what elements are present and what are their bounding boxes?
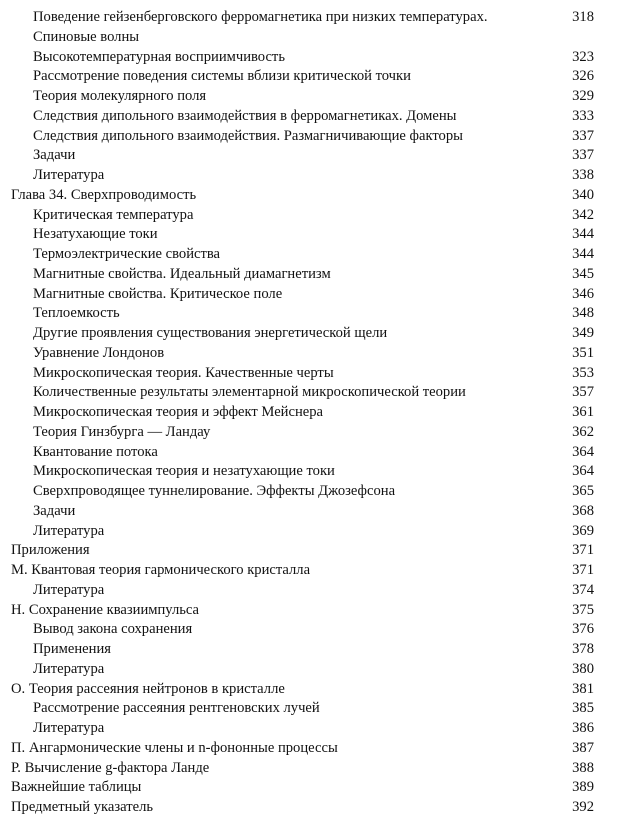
toc-entry: [11, 107, 594, 127]
toc-entry: [11, 620, 594, 640]
toc-entry: [11, 28, 594, 48]
toc-entry: [11, 680, 594, 700]
toc-entry-title: Микроскопическая теория и незатухающие токи: [33, 463, 335, 480]
toc-entry: [11, 423, 594, 443]
toc-entry-page: 376: [572, 621, 594, 638]
toc-entry-page: 323: [572, 48, 594, 65]
toc-entry: [11, 502, 594, 522]
toc-entry-title: Теплоемкость: [33, 305, 120, 322]
toc-entry: [11, 660, 594, 680]
toc-entry-title: Рассмотрение поведения системы вблизи критической точки: [33, 68, 411, 85]
toc-entry-title: Важнейшие таблицы: [11, 779, 142, 796]
toc-entry: [11, 127, 594, 147]
toc-entry-page: 337: [572, 127, 594, 144]
toc-entry: [11, 798, 594, 818]
toc-entry-title: Микроскопическая теория и эффект Мейснера: [33, 404, 324, 420]
toc-entry-page: 346: [572, 285, 594, 302]
toc-entry-title: Литература: [33, 660, 105, 677]
toc-entry: [11, 304, 594, 324]
toc-entry: [11, 206, 594, 226]
toc-entry: [11, 403, 594, 423]
toc-entry-page: 375: [572, 601, 594, 618]
toc-entry-title: Литература: [33, 581, 105, 598]
toc-entry: [11, 462, 594, 482]
toc-entry: [11, 699, 594, 719]
toc-entry-page: 340: [572, 186, 594, 203]
toc-entry-page: 378: [572, 641, 594, 657]
toc-entry-page: 387: [572, 739, 594, 756]
toc-entry: [11, 443, 594, 463]
toc-entry-page: 371: [572, 562, 594, 578]
toc-entry: [11, 482, 594, 502]
toc-entry: [11, 778, 594, 798]
toc-entry-title: Микроскопическая теория. Качественные черты: [33, 364, 334, 381]
toc-entry: [11, 739, 594, 759]
toc-entry-page: 392: [572, 799, 594, 815]
toc-entry-page: 349: [572, 325, 594, 341]
toc-entry-page: 365: [572, 483, 594, 499]
toc-entry-page: 364: [572, 463, 594, 480]
toc-entry-title: Приложения: [11, 542, 90, 559]
toc-entry: [11, 383, 594, 403]
toc-entry: [11, 87, 594, 107]
toc-entry: [11, 265, 594, 285]
toc-entry: [11, 581, 594, 601]
toc-entry: [11, 67, 594, 87]
toc-entry: [11, 541, 594, 561]
toc-entry-title: Другие проявления существования энергетической щели: [33, 325, 388, 341]
toc-entry-title: Незатухающие токи: [33, 226, 158, 243]
toc-entry-page: 348: [572, 305, 594, 322]
toc-entry-title: Уравнение Лондонов: [33, 344, 165, 361]
toc-entry: [11, 225, 594, 245]
toc-entry-title: Задачи: [33, 502, 76, 519]
toc-entry: [11, 561, 594, 581]
toc-entry-page: 381: [572, 680, 594, 697]
toc-entry: [11, 344, 594, 364]
toc-entry-title: Теория молекулярного поля: [33, 88, 207, 104]
toc-entry-page: 388: [572, 759, 594, 776]
toc-entry: [11, 146, 594, 166]
toc-entry-title: Квантование потока: [33, 443, 158, 460]
toc-entry-title: Рассмотрение рассеяния рентгеновских лучей: [33, 700, 320, 717]
toc-entry: [11, 166, 594, 186]
toc-entry-page: 353: [572, 364, 594, 381]
toc-entry-title: М. Квантовая теория гармонического кристалла: [11, 562, 311, 578]
toc-entry-page: 364: [572, 443, 594, 460]
toc-entry-page: 342: [572, 206, 594, 223]
toc-entry-page: 344: [572, 246, 594, 262]
toc-entry: [11, 601, 594, 621]
toc-entry-page: 362: [572, 423, 594, 440]
toc-entry-page: 374: [572, 581, 594, 598]
toc-entry-page: 361: [572, 404, 594, 420]
toc-entry-title: О. Теория рассеяния нейтронов в кристалле: [11, 680, 285, 697]
toc-entry-title: П. Ангармонические члены и n-фононные процессы: [11, 739, 338, 756]
toc-entry-title: Литература: [33, 522, 105, 539]
toc-entry-title: Глава 34. Сверхпроводимость: [11, 186, 197, 203]
toc-entry-title: Следствия дипольного взаимодействия в ферромагнетиках. Домены: [33, 107, 457, 124]
toc-entry-title: Вывод закона сохранения: [33, 621, 193, 638]
toc-entry-page: 338: [572, 167, 594, 183]
toc-entry-title: Н. Сохранение квазиимпульса: [11, 601, 200, 618]
toc-entry-title: Следствия дипольного взаимодействия. Размагничивающие факторы: [33, 127, 463, 144]
toc-entry: [11, 48, 594, 68]
toc-entry-title: Сверхпроводящее туннелирование. Эффекты Джозефсона: [33, 483, 396, 499]
toc-entry-title: Р. Вычисление g-фактора Ланде: [11, 759, 210, 776]
toc-entry-title: Задачи: [33, 147, 76, 164]
toc-entry-page: 337: [572, 147, 594, 164]
toc-entry-title: Спиновые волны: [33, 28, 140, 45]
toc-entry-title: Применения: [33, 641, 111, 657]
toc-entry-title: Критическая температура: [33, 206, 194, 223]
toc-entry: [11, 759, 594, 779]
toc-entry-title: Литература: [33, 167, 105, 183]
toc-entry-title: Литература: [33, 720, 105, 736]
toc-entry-title: Магнитные свойства. Идеальный диамагнетизм: [33, 265, 331, 282]
toc-entry-title: Термоэлектрические свойства: [33, 246, 221, 262]
toc-entry: [11, 285, 594, 305]
toc-entry: [11, 640, 594, 660]
toc-entry-page: 385: [572, 700, 594, 717]
toc-entry-page: 333: [572, 107, 594, 124]
toc-entry-page: 329: [572, 88, 594, 104]
toc-entry: [11, 324, 594, 344]
toc-entry-page: 326: [572, 68, 594, 85]
toc-entry-page: 389: [572, 779, 594, 796]
toc-entry-page: 351: [572, 344, 594, 361]
toc-entry-title: Высокотемпературная восприимчивость: [33, 48, 285, 65]
toc-entry: [11, 245, 594, 265]
toc-entry-page: 318: [572, 9, 594, 25]
toc-entry-title: Предметный указатель: [11, 799, 154, 815]
toc-entry-page: 386: [572, 720, 594, 736]
toc-entry-page: 344: [572, 226, 594, 243]
toc-entry-page: 371: [572, 542, 594, 559]
toc-entry-title: Магнитные свойства. Критическое поле: [33, 285, 283, 302]
toc-entry-page: 345: [572, 265, 594, 282]
toc-entry-page: 369: [572, 522, 594, 539]
toc-entry: [11, 8, 594, 28]
toc-entry-title: Поведение гейзенберговского ферромагнетика при низких температурах.: [33, 9, 488, 25]
toc-entry: [11, 522, 594, 542]
toc-entry-page: 368: [572, 502, 594, 519]
toc-entry-title: Количественные результаты элементарной микроскопической теории: [33, 384, 466, 401]
toc-entry: [11, 719, 594, 739]
toc-entry: [11, 186, 594, 206]
toc-entry: [11, 364, 594, 384]
toc-entry-page: 380: [572, 660, 594, 677]
toc-entry-title: Теория Гинзбурга — Ландау: [33, 423, 211, 440]
toc-entry-page: 357: [572, 384, 594, 401]
